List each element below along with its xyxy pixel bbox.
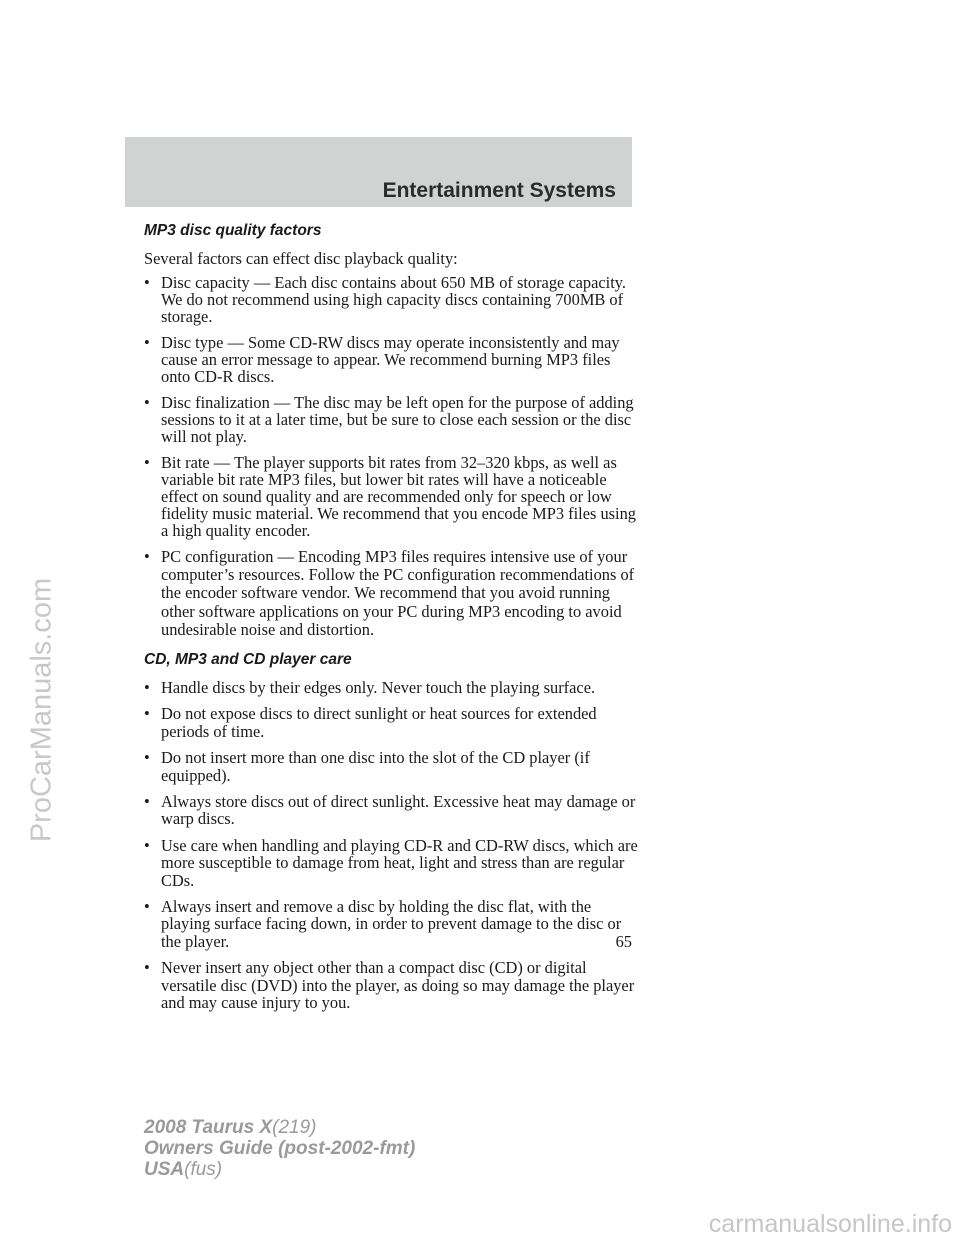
cd-care-list: [144, 679, 640, 1012]
bullet-icon: •: [144, 333, 150, 352]
footer-model: 2008 Taurus X: [144, 1117, 273, 1138]
bullet-icon: •: [144, 835, 150, 855]
list-item: [144, 898, 640, 950]
list-item-text: Disc finalization — The disc may be left open for the purpose of adding sessions to it at a later time, but be sure to close each session or the disc will not play.: [161, 393, 634, 446]
list-item: [144, 454, 640, 539]
bullet-icon: •: [144, 393, 150, 412]
list-item: [144, 334, 640, 385]
list-item: [144, 548, 640, 639]
document-footer: [144, 1117, 415, 1180]
list-item-text: Handle discs by their edges only. Never touch the playing surface.: [161, 678, 596, 698]
list-item: [144, 394, 640, 445]
list-item: [144, 959, 640, 1011]
footer-line-2: [144, 1138, 415, 1159]
bullet-icon: •: [144, 453, 150, 472]
cd-care-heading: CD, MP3 and CD player care: [144, 651, 352, 669]
watermark-text: ProCarManuals.com: [25, 577, 58, 843]
bullet-icon: •: [144, 273, 150, 292]
footer-region-code: (fus): [184, 1159, 223, 1180]
mp3-quality-list: [144, 274, 640, 639]
section-header-band: [125, 137, 632, 207]
list-item-text: Do not insert more than one disc into the slot of the CD player (if equipped).: [161, 748, 590, 785]
bullet-icon: •: [144, 958, 150, 978]
bullet-icon: •: [144, 704, 150, 724]
list-item: [144, 679, 640, 696]
list-item-text: Use care when handling and playing CD-R and CD-RW discs, which are more susceptible to damage from heat, light and stress than are regular CDs.: [161, 835, 638, 890]
footer-guide: Owners Guide (post-2002-fmt): [144, 1138, 416, 1159]
footer-line-3: [144, 1159, 415, 1180]
list-item-text: Always store discs out of direct sunlight. Excessive heat may damage or warp discs.: [161, 792, 636, 829]
list-item-text: PC configuration — Encoding MP3 files requires intensive use of your computer’s resources. Follow the PC configuration recommendations of the encoder software vendor. We recommend that you avoid running other software applications on your PC during MP3 encoding to avoid undesirable noise and distortion.: [161, 547, 635, 639]
bullet-icon: •: [144, 897, 150, 917]
page-number: 65: [615, 932, 632, 951]
list-item-text: Always insert and remove a disc by holding the disc flat, with the playing surface facing down, in order to prevent damage to the disc or the player.: [161, 897, 622, 951]
footer-model-code: (219): [272, 1117, 317, 1138]
mp3-quality-heading: MP3 disc quality factors: [144, 222, 322, 239]
list-item: [144, 837, 640, 889]
bullet-icon: •: [144, 748, 150, 768]
list-item-text: Disc capacity — Each disc contains about 650 MB of storage capacity. We do not recommend using high capacity discs containing 700MB of storage.: [161, 273, 627, 326]
list-item-text: Disc type — Some CD-RW discs may operate inconsistently and may cause an error message to appear. We recommend burning MP3 files onto CD-R discs.: [161, 333, 620, 386]
bottom-watermark-url: carmanualsonline.info: [708, 1210, 952, 1238]
footer-line-1: [144, 1117, 415, 1138]
list-item: [144, 749, 640, 784]
list-item: [144, 274, 640, 325]
page-content: [144, 222, 640, 1021]
bullet-icon: •: [144, 792, 150, 812]
list-item-text: Bit rate — The player supports bit rates from 32–320 kbps, as well as variable bit rate MP3 files, but lower bit rates will have a noticeable effect on sound quality and are recommended only for speech or low fidelity music material. We recommend that you encode MP3 files using a high quality encoder.: [161, 453, 636, 540]
section-title: Entertainment Systems: [382, 179, 616, 202]
side-watermark: [22, 510, 62, 910]
list-item: [144, 705, 640, 740]
footer-region: USA: [144, 1159, 185, 1180]
list-item-text: Do not expose discs to direct sunlight or heat sources for extended periods of time.: [161, 704, 597, 741]
bullet-icon: •: [144, 678, 150, 698]
list-item-text: Never insert any object other than a compact disc (CD) or digital versatile disc (DVD) into the player, as doing so may damage the player and may cause injury to you.: [161, 958, 635, 1013]
mp3-quality-intro: Several factors can effect disc playback quality:: [144, 249, 458, 268]
list-item: [144, 793, 640, 828]
bullet-icon: •: [144, 547, 150, 566]
